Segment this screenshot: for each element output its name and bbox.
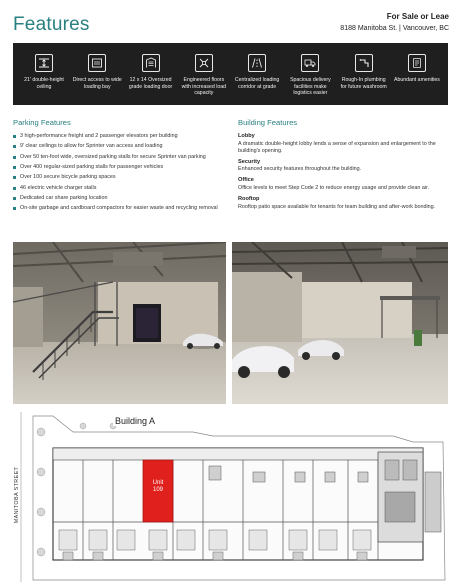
loading-door-icon: [142, 54, 160, 72]
feature-delivery: [285, 43, 335, 105]
feature-plumbing: [339, 43, 389, 105]
ceiling-height-icon: [35, 54, 53, 72]
listing-info: [340, 12, 449, 32]
feature-label: Spacious delivery facilities make logistics easier: [290, 77, 331, 96]
amenities-icon: [408, 54, 426, 72]
building-label: Building A: [115, 416, 156, 426]
office-section: [238, 177, 448, 192]
section-title: Security: [238, 158, 261, 165]
feature-label: Rough-In plumbing for future washroom: [340, 77, 387, 90]
listing-status: For Sale or Leae: [386, 12, 449, 21]
unit-number: 109: [152, 487, 163, 494]
loading-corridor-icon: [248, 54, 266, 72]
list-item: Over 100 secure bicycle parking spaces: [13, 174, 221, 181]
street-label: MANITOBA STREET: [14, 466, 20, 524]
feature-ceiling: [19, 43, 69, 105]
page-title: Features: [13, 14, 90, 35]
list-item: Over 400 regular-sized parking stalls for passenger vehicles: [13, 164, 221, 171]
unit-word: Unit: [152, 480, 164, 486]
feature-label: Engineered floors with increased load capacity: [181, 77, 227, 96]
building-features: [238, 118, 448, 215]
feature-engineered-floors: [179, 43, 229, 105]
section-text: Office levels to meet Step Code 2 to reduce energy usage and provide clean air.: [238, 184, 430, 191]
section-text: Enhanced security features throughout the building.: [238, 166, 362, 173]
feature-loading-door: [126, 43, 176, 105]
lobby-section: [238, 133, 448, 155]
parking-heading: Parking Features: [13, 118, 71, 127]
rooftop-section: [238, 196, 448, 211]
interior-photo-garage: [232, 242, 448, 404]
feature-label: 21' double-height ceiling: [24, 77, 64, 90]
list-item: 46 electric vehicle charger stalls: [13, 185, 221, 192]
feature-label: Abundant amenities: [394, 77, 440, 83]
section-title: Office: [238, 177, 254, 184]
feature-label: Centralized loading corridor at grade: [234, 77, 280, 90]
section-title: Lobby: [238, 133, 255, 139]
list-item: 9' clear ceilings to allow for Sprinter van access and loading: [13, 143, 221, 150]
listing-address: 8188 Manitoba St. | Vancouver, BC: [340, 25, 449, 32]
parking-features: [13, 118, 221, 216]
plumbing-icon: [355, 54, 373, 72]
list-item: Over 50 ten-foot wide, oversized parking stalls for secure Sprinter van parking: [13, 154, 221, 161]
unit-label: [143, 480, 173, 494]
parking-list: [13, 133, 221, 212]
section-text: A dramatic double-height lobby lends a sense of expansion and enlargement to the building's opening.: [238, 140, 436, 154]
feature-label: 12 x 14 Oversized grade loading door: [128, 77, 173, 90]
section-text: Rooftop patio space available for tenants for team building and after-work bonding.: [238, 203, 436, 210]
list-item: Dedicated car share parking location: [13, 195, 221, 202]
loading-bay-icon: [88, 54, 106, 72]
feature-icon-band: [13, 43, 448, 105]
feature-label: Direct access to wide loading bay: [72, 77, 122, 90]
engineered-floor-icon: [195, 54, 213, 72]
interior-photo-stairs: [13, 242, 226, 404]
page-header: [13, 10, 449, 40]
list-item: 3 high-performance freight and 2 passenger elevators per building: [13, 133, 221, 140]
feature-loading-corridor: [232, 43, 282, 105]
security-section: [238, 159, 448, 174]
feature-amenities: [392, 43, 442, 105]
feature-loading-bay: [72, 43, 122, 105]
delivery-truck-icon: [301, 54, 319, 72]
section-title: Rooftop: [238, 196, 260, 202]
building-heading: Building Features: [238, 118, 298, 127]
floor-plan: [13, 412, 449, 582]
list-item: On-site garbage and cardboard compactors for easier waste and recycling removal: [13, 205, 221, 212]
